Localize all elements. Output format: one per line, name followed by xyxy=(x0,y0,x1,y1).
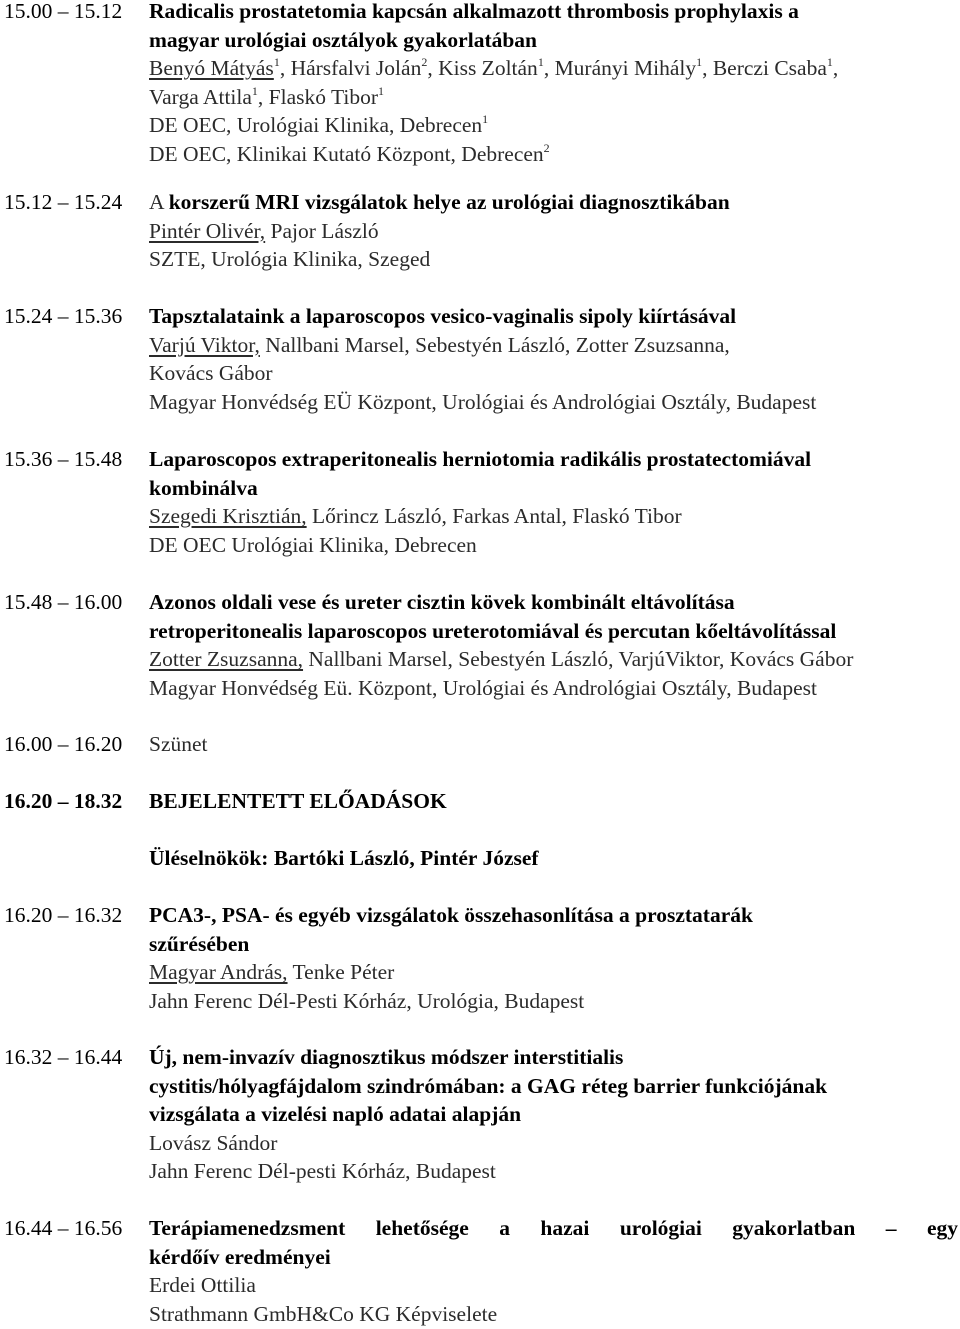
session-time: 15.24 – 15.36 xyxy=(4,304,123,328)
author-list: Varga Attila$^1$, Flaskó Tibor$^1$ xyxy=(149,83,384,109)
affiliation-mark: 1 xyxy=(482,112,489,126)
coauthors: Tenke Péter xyxy=(287,960,395,984)
affiliation: DE OEC, Urológiai Klinika, Debrecen$^1$ xyxy=(149,112,489,137)
author-name: Flaskó Tibor xyxy=(268,84,378,109)
title-line: kérdőív eredményei xyxy=(149,1244,331,1269)
affiliation-mark: 1 xyxy=(273,55,280,69)
session-time: 16.44 – 16.56 xyxy=(4,1216,123,1240)
affiliation: Jahn Ferenc Dél-pesti Kórház, Budapest xyxy=(149,1159,496,1183)
title-line: kombinálva xyxy=(149,475,258,500)
affiliation: SZTE, Urológia Klinika, Szeged xyxy=(149,247,431,271)
title-line: magyar urológiai osztályok gyakorlatában xyxy=(149,27,538,52)
session-time: 15.36 – 15.48 xyxy=(4,447,123,471)
session-entry xyxy=(0,1043,958,1186)
presenter-name: Pintér Olivér, xyxy=(149,218,266,243)
session-title xyxy=(149,588,958,645)
affiliation: Jahn Ferenc Dél-Pesti Kórház, Urológia, Budapest xyxy=(149,988,585,1013)
affiliation-mark: 1 xyxy=(696,55,703,69)
presenter-name: Szegedi Krisztián, xyxy=(149,504,307,528)
session-chairs: Üléselnökök: Bartóki László, Pintér József xyxy=(149,846,539,870)
session-entry xyxy=(0,188,958,274)
section-title: BEJELENTETT ELŐADÁSOK xyxy=(149,789,447,813)
author-list xyxy=(149,502,958,531)
session-title: A korszerű MRI vizsgálatok helye az urológiai diagnosztikában xyxy=(149,190,730,214)
affiliation-mark: 1 xyxy=(537,55,544,69)
title-line: cystitis/hólyagfájdalom szindrómában: a GAG réteg barrier funkciójának xyxy=(149,1073,828,1098)
author-name: Kiss Zoltán xyxy=(438,56,538,80)
title-line: Tapsztalataink a laparoscopos vesico-vaginalis sipoly kiírtásával xyxy=(149,304,737,328)
author-list: Benyó Mátyás$^1$, Hársfalvi Jolán$^2$, Kiss Zoltán$^1$, Murányi Mihály$^1$, Berczi Csaba$^1$, xyxy=(149,55,839,80)
title-line: Laparoscopos extraperitonealis herniotomia radikális prostatectomiával xyxy=(149,447,812,471)
session-entry xyxy=(0,730,958,759)
session-time: 15.00 – 15.12 xyxy=(4,0,123,23)
affiliation-mark: 2 xyxy=(421,55,428,69)
session-title xyxy=(149,901,958,958)
author-list xyxy=(149,958,958,987)
coauthors: Lőrincz László, Farkas Antal, Flaskó Tibor xyxy=(306,504,682,528)
coauthors: Kovács Gábor xyxy=(149,361,273,385)
presenter-name: Magyar András, xyxy=(149,960,288,984)
session-entry xyxy=(0,901,958,1015)
affiliation-mark: 2 xyxy=(543,140,550,155)
affiliation: Strathmann GmbH&Co KG Képviselete xyxy=(149,1301,498,1326)
title-line: PCA3-, PSA- és egyéb vizsgálatok összehasonlítása a prosztatarák xyxy=(149,903,753,927)
coauthors: Pajor László xyxy=(265,218,379,243)
session-entry xyxy=(0,445,958,559)
session-entry xyxy=(0,0,958,168)
presenter-name: Varjú Viktor, xyxy=(149,332,260,357)
title-line: Radicalis prostatetomia kapcsán alkalmazott thrombosis prophylaxis a xyxy=(149,0,799,23)
affiliation: Magyar Honvédség EÜ Központ, Urológiai és Andrológiai Osztály, Budapest xyxy=(149,389,817,414)
presenter-name: Benyó Mátyás xyxy=(149,56,274,80)
session-time: 15.48 – 16.00 xyxy=(4,590,123,614)
session-title xyxy=(149,1214,958,1271)
title-line: Azonos oldali vese és ureter cisztin kövek kombinált eltávolítása xyxy=(149,590,735,614)
affiliation-mark: 1 xyxy=(251,83,258,98)
affiliation-mark: 1 xyxy=(826,55,833,69)
presenter-name: Zotter Zsuzsanna, xyxy=(149,647,304,671)
session-title xyxy=(149,0,958,54)
title-line: szűrésében xyxy=(149,931,250,956)
session-title xyxy=(149,1043,958,1129)
author-name: Hársfalvi Jolán xyxy=(290,56,422,80)
session-title xyxy=(149,445,958,502)
coauthors: Nallbani Marsel, Sebestyén László, Zotter Zsuzsanna, xyxy=(259,332,730,357)
presenter-name: Lovász Sándor xyxy=(149,1130,278,1155)
session-entry xyxy=(0,1214,958,1328)
session-time: 16.32 – 16.44 xyxy=(4,1045,123,1069)
affiliation: Magyar Honvédség Eü. Központ, Urológiai és Andrológiai Osztály, Budapest xyxy=(149,675,817,700)
session-time: 16.20 – 18.32 xyxy=(4,789,123,813)
chairs-row xyxy=(0,844,958,873)
session-time: 16.20 – 16.32 xyxy=(4,903,123,927)
break-label: Szünet xyxy=(149,732,208,756)
session-entry xyxy=(0,588,958,702)
title-line: Új, nem-invazív diagnosztikus módszer interstitialis xyxy=(149,1045,624,1069)
title-line: retroperitonealis laparoscopos ureterotomiával és percutan kőeltávolítással xyxy=(149,618,837,643)
section-header xyxy=(0,787,958,816)
author-list xyxy=(149,217,958,246)
session-title xyxy=(149,302,958,331)
author-name: Varga Attila xyxy=(149,84,252,109)
coauthors: Nallbani Marsel, Sebestyén László, VarjúViktor, Kovács Gábor xyxy=(303,647,854,671)
author-list xyxy=(149,645,958,674)
session-time: 16.00 – 16.20 xyxy=(4,732,123,756)
author-name: Berczi Csaba xyxy=(712,56,827,80)
author-list xyxy=(149,331,958,360)
title-line: Terápiamenedzsment lehetősége a hazai urológiai gyakorlatban – egy xyxy=(149,1216,958,1240)
author-name: Murányi Mihály xyxy=(554,56,697,80)
presenter-name: Erdei Ottilia xyxy=(149,1273,256,1297)
title-line: vizsgálata a vizelési napló adatai alapján xyxy=(149,1102,522,1126)
session-entry xyxy=(0,302,958,416)
session-time: 15.12 – 15.24 xyxy=(4,190,123,214)
affiliation-mark: 1 xyxy=(378,83,384,98)
affiliation: DE OEC Urológiai Klinika, Debrecen xyxy=(149,532,477,557)
affiliation: DE OEC, Klinikai Kutató Központ, Debrecen$^2$ xyxy=(149,140,550,166)
